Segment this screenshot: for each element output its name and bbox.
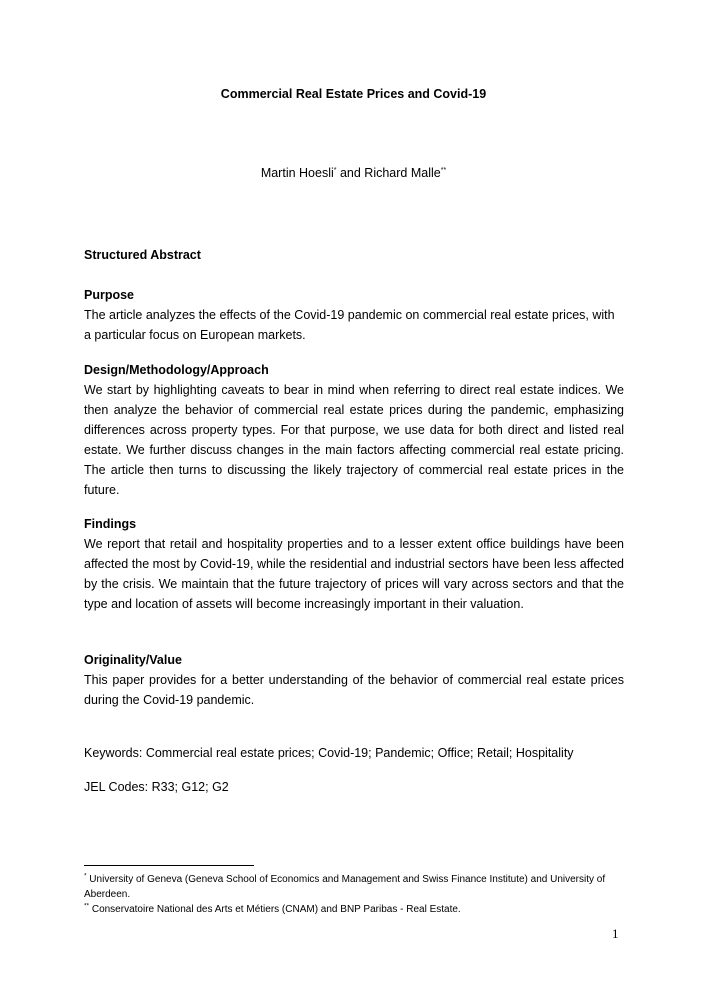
keywords-line: Keywords: Commercial real estate prices; Covid-19; Pandemic; Office; Retail; Hospitality [84,746,574,760]
footnote-separator [84,865,254,866]
originality-heading: Originality/Value [84,653,182,667]
footnote-2-text: Conservatoire National des Arts et Métiers (CNAM) and BNP Paribas - Real Estate. [89,904,461,915]
footnotes [84,872,626,917]
footnote-2-mark: ** [84,902,90,910]
findings-body: We report that retail and hospitality properties and to a lesser extent office buildings have been affected the most by Covid-19, while the residential and industrial sectors have been less affected by the crisis. We maintain that the future trajectory of prices will vary across sectors and that the type and location of assets will become increasingly important in their valuation. [84,537,624,611]
author-name-1: Martin Hoesli [260,166,334,180]
originality-body: This paper provides for a better understanding of the behavior of commercial real estate prices during the Covid-19 pandemic. [84,673,624,707]
author-name-2: Richard Malle [364,166,441,180]
footnote-2 [84,902,626,917]
findings-section [84,514,624,614]
footnote-1-mark: * [84,872,87,880]
findings-heading: Findings [84,517,137,531]
design-section [84,360,624,500]
author-connector: and [336,166,365,180]
author-line [0,166,707,180]
originality-section [84,650,624,710]
footnote-1-text: University of Geneva (Geneva School of Economics and Management and Swiss Finance Institute) and University of Aberdeen. [84,874,606,900]
footnote-1 [84,872,626,902]
jel-codes-line: JEL Codes: R33; G12; G2 [84,780,229,794]
design-heading: Design/Methodology/Approach [84,363,269,377]
paper-title: Commercial Real Estate Prices and Covid-19 [220,87,487,101]
author-footnote-mark-1[interactable]: * [333,166,337,174]
author-footnote-mark-2[interactable]: ** [440,166,447,174]
purpose-body: The article analyzes the effects of the Covid-19 pandemic on commercial real estate prices, with a particular focus on European markets. [84,308,615,342]
page-number: 1 [612,926,619,941]
design-body: We start by highlighting caveats to bear in mind when referring to direct real estate indices. We then analyze the behavior of commercial real estate prices during the pandemic, emphasizing differences across property types. For that purpose, we use data for both direct and listed real estate. We further discuss changes in the main factors affecting commercial real estate pricing. The article then turns to discussing the likely trajectory of commercial real estate prices in the future. [84,383,624,497]
purpose-heading: Purpose [84,288,135,302]
abstract-section [84,245,624,265]
abstract-heading: Structured Abstract [84,248,201,262]
purpose-section [84,285,624,345]
